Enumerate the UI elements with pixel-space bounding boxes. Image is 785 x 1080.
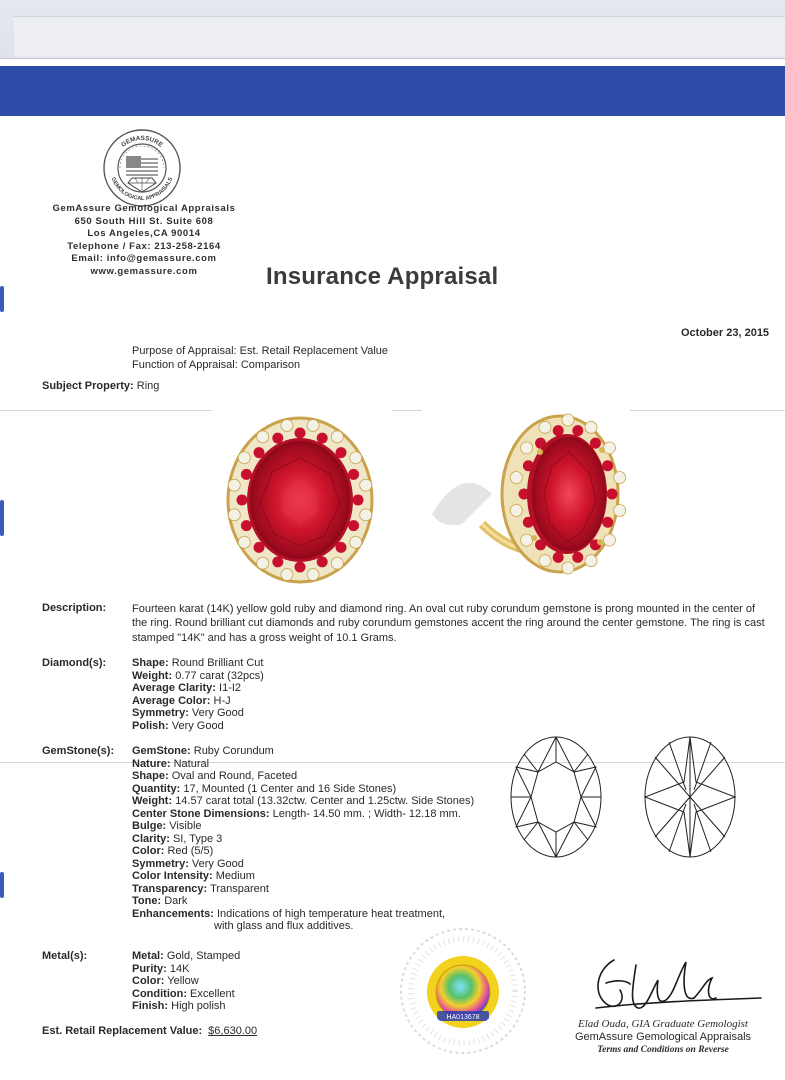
- spec-value: 14K: [169, 962, 190, 975]
- appraiser-name: Elad Ouda, GIA Graduate Gemologist: [578, 1018, 748, 1030]
- document-title: Insurance Appraisal: [266, 263, 499, 290]
- halo-diamond: [539, 421, 551, 433]
- spec-row: [132, 795, 474, 808]
- spec-value: Red (5/5): [167, 845, 214, 857]
- company-city: Los Angeles,CA 90014: [87, 228, 201, 240]
- spec-key: Shape:: [132, 657, 169, 669]
- spec-row: [132, 707, 264, 720]
- spec-value: 0.77 carat (32pcs): [175, 669, 264, 682]
- retail-value-line: [42, 1025, 257, 1037]
- spec-row: [132, 695, 264, 708]
- spec-value: Excellent: [190, 987, 235, 1000]
- oval-cut-pavilion-diagram: [641, 732, 739, 862]
- handwritten-signature: [586, 950, 766, 1020]
- halo-diamond: [539, 555, 551, 567]
- diamonds-label: Diamond(s):: [42, 657, 107, 669]
- halo-diamond: [228, 479, 240, 491]
- gemstone-specs: [132, 745, 474, 933]
- halo-diamond: [360, 509, 372, 521]
- spec-key: Quantity:: [132, 782, 181, 795]
- ring-photo-side: [422, 404, 630, 594]
- halo-diamond: [238, 452, 250, 464]
- edge-mark: [0, 872, 4, 898]
- spec-value: SI, Type 3: [172, 832, 223, 845]
- halo-diamond: [510, 504, 522, 516]
- halo-ruby: [295, 562, 306, 573]
- retail-label: Est. Retail Replacement Value:: [42, 1025, 203, 1037]
- halo-diamond: [350, 536, 362, 548]
- halo-diamond: [281, 419, 293, 431]
- purpose-block: [132, 344, 388, 372]
- spec-row: [132, 783, 474, 796]
- halo-ruby: [602, 517, 613, 528]
- spec-row: [132, 833, 474, 846]
- blue-header-band: [0, 66, 785, 116]
- background-sheet: [0, 0, 785, 59]
- spec-row: [132, 870, 474, 883]
- halo-ruby: [572, 552, 583, 563]
- fold-line: [0, 410, 785, 411]
- halo-diamond: [614, 472, 626, 484]
- spec-value: 14.57 carat total (13.32ctw. Center and 1.25ctw. Side Stones): [175, 795, 475, 807]
- spec-row: [132, 963, 240, 976]
- subject-property: [42, 380, 159, 392]
- spec-value: Medium: [215, 870, 255, 882]
- spec-key: Average Clarity:: [132, 682, 216, 694]
- spec-value: Length- 14.50 mm. ; Width- 12.18 mm.: [272, 807, 461, 820]
- halo-diamond: [281, 569, 293, 581]
- spec-key: Clarity:: [132, 832, 170, 845]
- halo-ruby: [572, 425, 583, 436]
- spec-row: [132, 883, 474, 896]
- halo-diamond: [238, 536, 250, 548]
- halo-ruby: [295, 428, 306, 439]
- spec-key: Transparency:: [132, 882, 208, 895]
- halo-diamond: [562, 414, 574, 426]
- function-value: Comparison: [240, 359, 301, 371]
- halo-diamond: [350, 452, 362, 464]
- spec-key: Center Stone Dimensions:: [132, 807, 270, 820]
- spec-value: 17, Mounted (1 Center and 16 Side Stones): [183, 782, 397, 795]
- spec-key: Bulge:: [132, 820, 167, 832]
- spec-key: Polish:: [132, 719, 169, 732]
- spec-key: Color:: [132, 975, 165, 987]
- appraiser-company: GemAssure Gemological Appraisals: [574, 1031, 752, 1043]
- halo-diamond: [603, 442, 615, 454]
- spec-key: Symmetry:: [132, 857, 189, 870]
- spec-key: Color Intensity:: [132, 870, 213, 882]
- halo-diamond: [521, 534, 533, 546]
- spec-row: [132, 820, 474, 833]
- svg-text:GEMASSURE: GEMASSURE: [120, 134, 164, 149]
- subject-label: Subject Property:: [42, 380, 134, 392]
- halo-diamond: [603, 534, 615, 546]
- spec-row: [132, 845, 474, 858]
- spec-key: Tone:: [132, 895, 162, 907]
- appraisal-date: October 23, 2015: [681, 327, 770, 339]
- halo-ruby: [602, 460, 613, 471]
- company-name: GemAssure Gemological Appraisals: [52, 203, 236, 214]
- hologram-serial: HA013678: [446, 1014, 480, 1021]
- metal-specs: [132, 950, 240, 1013]
- ring-photo-front: [212, 404, 392, 594]
- spec-row: [132, 758, 474, 771]
- spec-row: [132, 858, 474, 871]
- company-address-block: [44, 203, 244, 279]
- spec-key: Condition:: [132, 987, 187, 1000]
- spec-row: [132, 988, 240, 1001]
- spec-row: [132, 657, 264, 670]
- halo-ruby: [241, 520, 252, 531]
- spec-value: Natural: [173, 757, 210, 770]
- company-street: 650 South Hill St. Suite 608: [74, 215, 214, 227]
- halo-ruby: [353, 495, 364, 506]
- halo-diamond: [562, 562, 574, 574]
- spec-value: Very Good: [171, 719, 224, 732]
- halo-diamond: [585, 555, 597, 567]
- spec-key: Weight:: [132, 669, 173, 682]
- halo-ruby: [241, 469, 252, 480]
- halo-diamond: [614, 504, 626, 516]
- spec-value: Very Good: [191, 707, 244, 719]
- spec-key: Weight:: [132, 795, 173, 807]
- spec-row: [132, 745, 474, 758]
- spec-value: H-J: [213, 694, 231, 707]
- spec-value: I1-I2: [219, 682, 242, 694]
- spec-value: Yellow: [167, 975, 199, 987]
- halo-diamond: [257, 431, 269, 443]
- spec-row: [132, 895, 474, 908]
- spec-key: Purity:: [132, 962, 167, 975]
- metals-label: Metal(s):: [42, 950, 88, 962]
- halo-diamond: [257, 557, 269, 569]
- spec-key: Metal:: [132, 950, 164, 962]
- spec-value: Very Good: [191, 857, 244, 870]
- subject-value: Ring: [136, 380, 160, 392]
- spec-key: Color:: [132, 845, 165, 857]
- retail-value: $6,630.00: [208, 1025, 258, 1037]
- description-label: Description:: [42, 602, 107, 614]
- oval-cut-crown-diagram: [507, 732, 605, 862]
- diamond-specs: [132, 657, 264, 732]
- company-email: Email: info@gemassure.com: [71, 253, 217, 265]
- halo-diamond: [331, 557, 343, 569]
- description-text: Fourteen karat (14K) yellow gold ruby and diamond ring. An oval cut ruby corundum gemstone is prong mounted in the center of the ring. Round brilliant cut diamonds and ruby corundum gemstones accent the ring around the center gemstone. The ring is cast stamped "14K" and has a gross weight of 10.1 Grams.: [132, 603, 765, 644]
- gemstones-label: GemStone(s):: [42, 745, 115, 757]
- company-logo-icon: [102, 128, 182, 208]
- spec-value: Transparent: [210, 882, 269, 895]
- halo-ruby: [237, 495, 248, 506]
- spec-row: [132, 682, 264, 695]
- halo-diamond: [360, 479, 372, 491]
- hologram-sticker-icon: [426, 955, 500, 1029]
- halo-diamond: [228, 509, 240, 521]
- spec-value: with glass and flux additives.: [214, 920, 354, 932]
- spec-value: Visible: [169, 820, 202, 832]
- spec-key: Symmetry:: [132, 707, 189, 719]
- edge-mark: [0, 286, 4, 312]
- terms-note: Terms and Conditions on Reverse: [597, 1045, 729, 1055]
- svg-text:GEMOLOGICAL APPRAISALS: GEMOLOGICAL APPRAISALS: [109, 176, 175, 203]
- spec-key: Enhancements:: [132, 907, 214, 920]
- spec-row: [132, 808, 474, 821]
- spec-value: Round Brilliant Cut: [171, 657, 264, 669]
- spec-key: Finish:: [132, 1000, 169, 1012]
- purpose-value: Est. Retail Replacement Value: [239, 345, 389, 357]
- halo-ruby: [348, 520, 359, 531]
- signature-block: [553, 1018, 773, 1057]
- company-phone: Telephone / Fax: 213-258-2164: [67, 240, 221, 252]
- spec-value: Ruby Corundum: [193, 745, 274, 757]
- spec-row: [132, 950, 240, 963]
- spec-value: Dark: [164, 895, 188, 907]
- spec-value: Oval and Round, Faceted: [171, 770, 298, 782]
- halo-ruby: [348, 469, 359, 480]
- halo-diamond: [307, 419, 319, 431]
- spec-key: Average Color:: [132, 694, 211, 707]
- spec-row: [132, 1000, 240, 1013]
- spec-key: Nature:: [132, 757, 171, 770]
- spec-row: [132, 720, 264, 733]
- edge-mark: [0, 500, 4, 536]
- spec-key: GemStone:: [132, 745, 191, 757]
- spec-value: High polish: [171, 1000, 226, 1012]
- halo-diamond: [331, 431, 343, 443]
- halo-diamond: [521, 442, 533, 454]
- spec-row: [132, 975, 240, 988]
- spec-value: Gold, Stamped: [166, 950, 241, 962]
- function-label: Function of Appraisal:: [132, 359, 238, 371]
- company-website: www.gemassure.com: [90, 265, 198, 277]
- spec-row: [132, 670, 264, 683]
- spec-key: Shape:: [132, 770, 169, 782]
- halo-diamond: [585, 421, 597, 433]
- halo-diamond: [307, 569, 319, 581]
- spec-value: Indications of high temperature heat treatment,: [216, 907, 446, 920]
- spec-row: [132, 770, 474, 783]
- spec-row: [132, 908, 474, 921]
- purpose-label: Purpose of Appraisal:: [132, 345, 237, 357]
- halo-ruby: [607, 489, 618, 500]
- halo-diamond: [510, 472, 522, 484]
